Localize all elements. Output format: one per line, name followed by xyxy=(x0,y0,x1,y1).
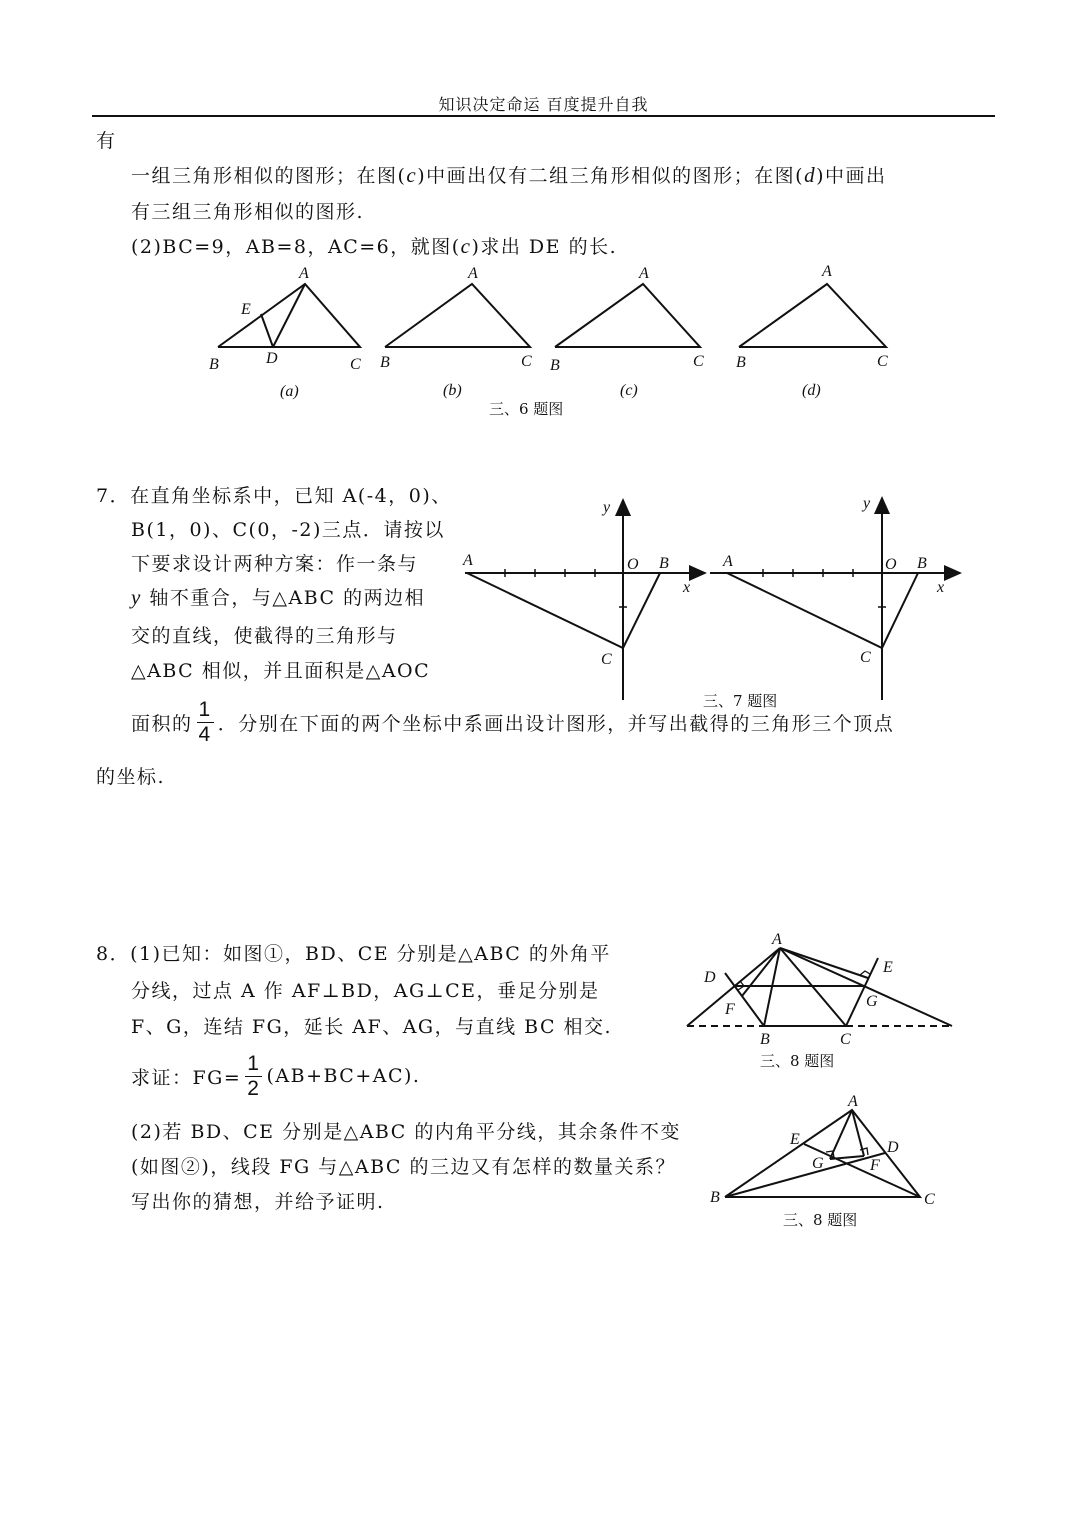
q6-caption: 三、6 题图 xyxy=(489,400,564,418)
q8-line5: (2)若 BD、CE 分别是△ABC 的内角平分线，其余条件不变 xyxy=(131,1121,681,1143)
q7l-label-a: A xyxy=(463,552,473,569)
page-header: 知识决定命运 百度提升自我 xyxy=(438,95,649,114)
q8-caption-2: 三、8 题图 xyxy=(783,1211,858,1229)
q7-line3: 下要求设计两种方案：作一条与 xyxy=(131,553,419,575)
q7r-label-o: O xyxy=(885,556,897,573)
q7-frac-den: 4 xyxy=(198,722,212,746)
q7r-label-x: x xyxy=(937,579,945,596)
q7-line2: B(1，0)、C(0，-2)三点．请按以 xyxy=(131,519,445,541)
q6-line2: 有三组三角形相似的图形. xyxy=(131,201,365,223)
q8f1-bisector-bd xyxy=(725,973,764,1026)
q6-sub-b: (b) xyxy=(443,382,462,399)
q8f2-label-b: B xyxy=(710,1189,720,1206)
q6a-label-e: E xyxy=(241,301,251,318)
q6a-label-c: C xyxy=(350,356,361,373)
q8-line4 xyxy=(131,1046,420,1106)
q6-line1 xyxy=(131,161,887,188)
q8-line2: 分线，过点 A 作 AF⊥BD，AG⊥CE，垂足分别是 xyxy=(131,980,600,1002)
q8-frac-num: 1 xyxy=(247,1051,261,1075)
q6-var-c2: c xyxy=(460,234,472,258)
q6-sub-c: (c) xyxy=(620,382,638,399)
q8-fraction xyxy=(245,1052,262,1101)
q8-figure-2 xyxy=(700,1090,950,1210)
q8f2-label-a: A xyxy=(848,1093,858,1110)
q8f1-label-b: B xyxy=(760,1031,770,1048)
q6b-label-b: B xyxy=(380,354,390,371)
q6-prefix: 有 xyxy=(96,130,117,152)
q8f1-label-d: D xyxy=(704,969,716,986)
q6-line3-b: )求出 DE 的长. xyxy=(471,236,618,258)
q6-var-c: c xyxy=(406,163,418,187)
q8-caption-1: 三、8 题图 xyxy=(760,1052,835,1070)
q6-triangle-d xyxy=(739,284,886,347)
q6c-label-c: C xyxy=(693,353,704,370)
q7r-label-b: B xyxy=(917,555,927,572)
q6b-label-a: A xyxy=(468,265,478,282)
q6-line1-c: )中画出 xyxy=(816,165,887,187)
q7l-label-c: C xyxy=(601,651,612,668)
q8f2-label-d: D xyxy=(887,1139,899,1156)
q7-line7-b: ．分别在下面的两个坐标中系画出设计图形，并写出截得的三角形三个顶点 xyxy=(217,712,895,735)
q8-line3: F、G，连结 FG，延长 AF、AG，与直线 BC 相交. xyxy=(131,1016,613,1038)
q8f1-label-g: G xyxy=(866,993,878,1010)
q7-left-triangle xyxy=(467,573,660,648)
q7-line1: 7．在直角坐标系中，已知 A(-4，0)、 xyxy=(96,485,452,507)
q8f1-label-e: E xyxy=(883,959,893,976)
header-rule xyxy=(92,115,995,117)
q8f1-label-c: C xyxy=(840,1031,851,1048)
q6a-label-d: D xyxy=(266,350,278,367)
q6-triangle-b xyxy=(385,284,530,347)
q8f2-label-f: F xyxy=(870,1157,880,1174)
q7l-label-o: O xyxy=(627,556,639,573)
q8f2-label-g: G xyxy=(812,1155,824,1172)
q7r-label-a: A xyxy=(723,553,733,570)
q6-segment-ad xyxy=(273,284,305,347)
q7-line7-a: 面积的 xyxy=(131,712,193,735)
q7r-label-y: y xyxy=(863,495,871,512)
q8-line4-a: 求证：FG= xyxy=(131,1066,242,1089)
q7-line4-text: 轴不重合，与△ABC 的两边相 xyxy=(141,587,426,609)
q6a-label-b: B xyxy=(209,356,219,373)
q7-fraction xyxy=(197,698,214,747)
q7-var-y: y xyxy=(131,585,142,609)
q6c-label-b: B xyxy=(550,357,560,374)
q8f1-bisector-ce xyxy=(846,958,878,1026)
q7-line8: 的坐标. xyxy=(96,766,166,788)
q7-line5: 交的直线，使截得的三角形与 xyxy=(131,625,398,647)
q8-figure-1 xyxy=(680,928,960,1048)
q6-sub-d: (d) xyxy=(802,382,821,399)
q6-line3-a: (2)BC=9，AB=8，AC=6，就图( xyxy=(131,236,461,258)
q7-figures xyxy=(455,490,975,710)
q6d-label-c: C xyxy=(877,353,888,370)
q8f2-label-c: C xyxy=(924,1191,935,1208)
q6-line1-a: 一组三角形相似的图形；在图( xyxy=(131,165,407,187)
q7r-label-c: C xyxy=(860,649,871,666)
q6d-label-a: A xyxy=(822,263,832,280)
q6a-label-a: A xyxy=(299,265,309,282)
q6b-label-c: C xyxy=(521,353,532,370)
q6-var-d: d xyxy=(804,163,817,187)
q6-line3 xyxy=(131,232,617,259)
q8f2-label-e: E xyxy=(790,1131,800,1148)
q6d-label-b: B xyxy=(736,354,746,371)
q6-segment-de xyxy=(261,314,273,347)
q7l-label-x: x xyxy=(683,579,691,596)
q7l-label-y: y xyxy=(603,499,611,516)
q8-line1: 8．(1)已知：如图①，BD、CE 分别是△ABC 的外角平 xyxy=(96,943,611,965)
q6-sub-a: (a) xyxy=(280,383,299,400)
q8-frac-den: 2 xyxy=(247,1076,261,1100)
q7-frac-num: 1 xyxy=(198,697,212,721)
q7-right-triangle xyxy=(727,573,918,648)
q7-line6: △ABC 相似，并且面积是△AOC xyxy=(131,660,431,682)
q8-line4-b: (AB+BC+AC). xyxy=(266,1065,421,1087)
q8-line7: 写出你的猜想，并给予证明. xyxy=(131,1191,385,1213)
q6c-label-a: A xyxy=(639,265,649,282)
q6-triangle-c xyxy=(555,284,700,347)
q7-caption: 三、7 题图 xyxy=(703,692,778,710)
q8f2-bisector-bd xyxy=(725,1153,885,1197)
q8f1-label-f: F xyxy=(725,1001,735,1018)
q8f1-label-a: A xyxy=(772,931,782,948)
q8-line6: (如图②)，线段 FG 与△ABC 的三边又有怎样的数量关系？ xyxy=(131,1156,676,1178)
q7-line4 xyxy=(131,583,425,610)
q7l-label-b: B xyxy=(659,555,669,572)
q6-figures xyxy=(200,260,900,400)
q6-line1-b: )中画出仅有二组三角形相似的图形；在图( xyxy=(417,165,805,187)
